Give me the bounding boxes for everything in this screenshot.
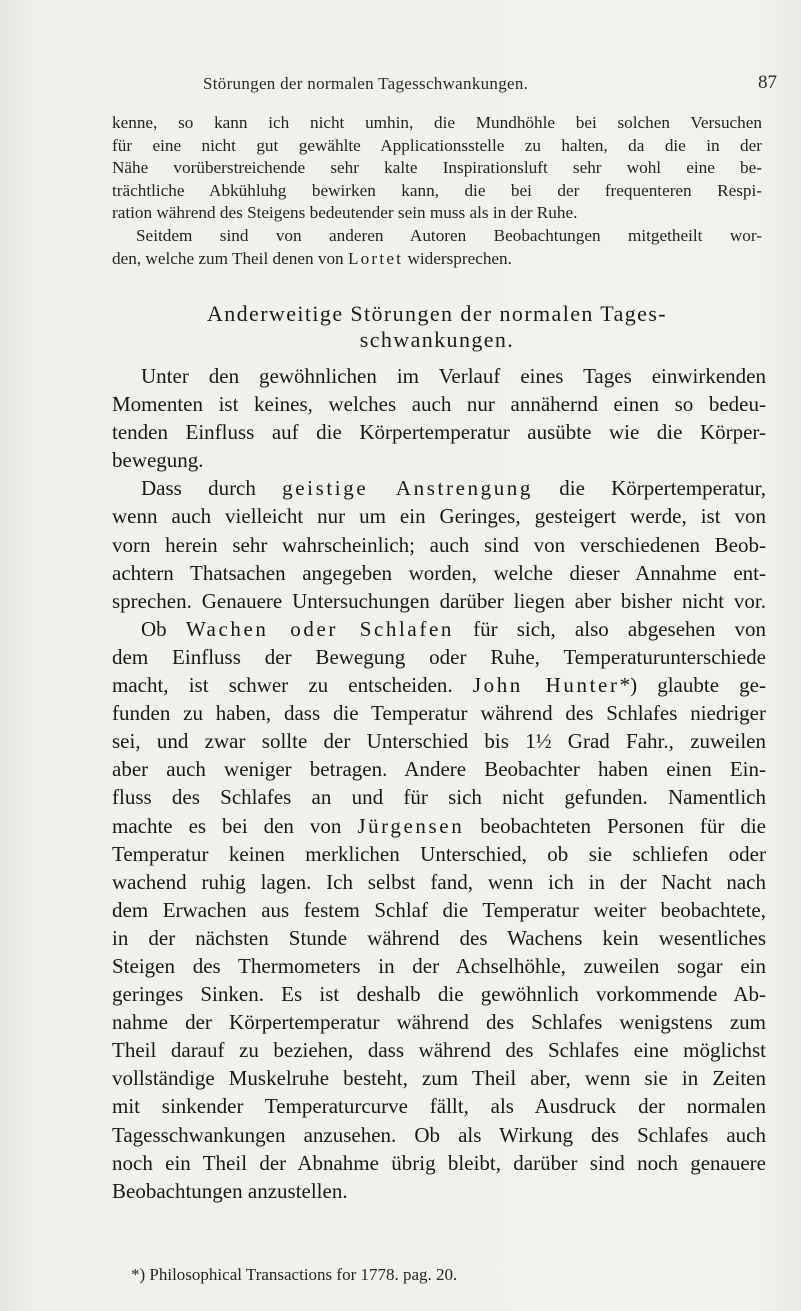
section-heading <box>112 301 762 353</box>
text-line: Beobachtungen anzustellen. <box>112 1178 348 1203</box>
text-line: Seitdem sind von anderen Autoren Beobachtungen mitgetheilt wor- <box>136 225 762 245</box>
text-run: widersprechen. <box>403 248 512 268</box>
text-line: für eine nicht gut gewählte Applicationsstelle zu halten, da die in der <box>112 135 762 155</box>
text-line: geringes Sinken. Es ist deshalb die gewöhnlich vorkommende Ab- <box>112 982 766 1007</box>
author-name-john-hunter: John Hunter <box>472 673 620 698</box>
text-line: Nähe vorüberstreichende sehr kalte Inspirationsluft sehr wohl eine be- <box>112 158 762 178</box>
text-line: kenne, so kann ich nicht umhin, die Mundhöhle bei solchen Versuchen <box>112 113 762 132</box>
text-line: ration während des Steigens bedeutender sein muss als in der Ruhe. <box>112 203 578 223</box>
text-line: funden zu haben, dass die Temperatur während des Schlafes niedriger <box>112 701 766 726</box>
text-line: aber auch weniger betragen. Andere Beobachter haben einen Ein- <box>112 757 766 782</box>
section-heading-line: Anderweitige Störungen der normalen Tages- <box>206 301 668 326</box>
text-run: macht, ist schwer zu entscheiden. <box>112 673 473 698</box>
text-line: bewegung. <box>112 448 204 473</box>
text-line: dem Einfluss der Bewegung oder Ruhe, Temperaturunterschiede <box>112 644 766 669</box>
text-run: die Körpertemperatur, <box>533 476 766 501</box>
text-run: Ob <box>141 616 186 641</box>
text-run: machte es bei den von <box>112 813 358 838</box>
text-line: dem Erwachen aus festem Schlaf die Temperatur weiter beobachtete, <box>112 897 766 922</box>
text-line <box>112 671 766 699</box>
text-line: sei, und zwar sollte der Unterschied bis 1½ Grad Fahr., zuweilen <box>112 729 766 754</box>
intro-paragraphs <box>112 112 762 270</box>
text-line: fluss des Schlafes an und für sich nicht gefunden. Namentlich <box>112 785 766 810</box>
text-line: vorn herein sehr wahrscheinlich; auch sind von verschiedenen Beob- <box>112 532 766 557</box>
text-line: sprechen. Genauere Untersuchungen darüber liegen aber bisher nicht vor. <box>112 588 766 613</box>
text-line: wenn auch vielleicht nur um ein Geringes, gesteigert werde, ist von <box>112 504 766 529</box>
text-line: Tagesschwankungen anzusehen. Ob als Wirkung des Schlafes auch <box>112 1122 766 1147</box>
text-line: Theil darauf zu beziehen, dass während des Schlafes eine möglichst <box>112 1038 766 1063</box>
text-run: Dass durch <box>141 476 283 501</box>
text-line: achtern Thatsachen angegeben worden, welche dieser Annahme ent- <box>112 560 766 585</box>
text-run: beobachteten Personen für die <box>464 813 766 838</box>
footnote: *) Philosophical Transactions for 1778. pag. 20. <box>131 1265 458 1284</box>
author-name-lortet: Lortet <box>347 248 404 268</box>
text-line: in der nächsten Stunde während des Wachens kein wesentliches <box>112 925 766 950</box>
text-line: noch ein Theil der Abnahme übrig bleibt, darüber sind noch genauere <box>112 1150 766 1175</box>
page-number: 87 <box>758 72 777 93</box>
text-run: für sich, also abgesehen von <box>453 616 766 641</box>
text-line: nahme der Körpertemperatur während des Schlafes wenigstens zum <box>112 1010 766 1035</box>
main-text <box>112 362 766 1205</box>
text-line: mit sinkender Temperaturcurve fällt, als Ausdruck der normalen <box>112 1094 766 1119</box>
text-line <box>112 474 766 502</box>
running-head: Störungen der normalen Tagesschwankungen. <box>203 74 529 93</box>
section-heading-line: schwankungen. <box>359 327 515 352</box>
text-line: Unter den gewöhnlichen im Verlauf eines Tages einwirkenden <box>141 364 766 388</box>
text-line: vollständige Muskelruhe besteht, zum Theil aber, wenn sie in Zeiten <box>112 1066 766 1091</box>
text-line: tenden Einfluss auf die Körpertemperatur ausübte wie die Körper- <box>112 420 766 445</box>
author-name-juergensen: Jürgensen <box>357 813 465 838</box>
text-line: trächtliche Abkühluhg bewirken kann, die bei der frequenteren Respi- <box>112 180 762 200</box>
emphasis-wachen-oder-schlafen: Wachen oder Schlafen <box>185 616 454 641</box>
text-line: Steigen des Thermometers in der Achselhöhle, zuweilen sogar ein <box>112 953 766 978</box>
text-line: Momenten ist keines, welches auch nur annähernd einen so bedeu- <box>112 392 766 417</box>
emphasis-geistige-anstrengung: geistige Anstrengung <box>282 476 534 501</box>
text-line: Temperatur keinen merklichen Unterschied, ob sie schliefen oder <box>112 841 766 866</box>
text-line <box>112 812 766 840</box>
text-run: *) glaubte ge- <box>619 673 766 698</box>
text-line <box>112 248 762 271</box>
text-line: wachend ruhig lagen. Ich selbst fand, wenn ich in der Nacht nach <box>112 869 766 894</box>
text-line <box>112 615 766 643</box>
text-run: den, welche zum Theil denen von <box>112 248 348 268</box>
